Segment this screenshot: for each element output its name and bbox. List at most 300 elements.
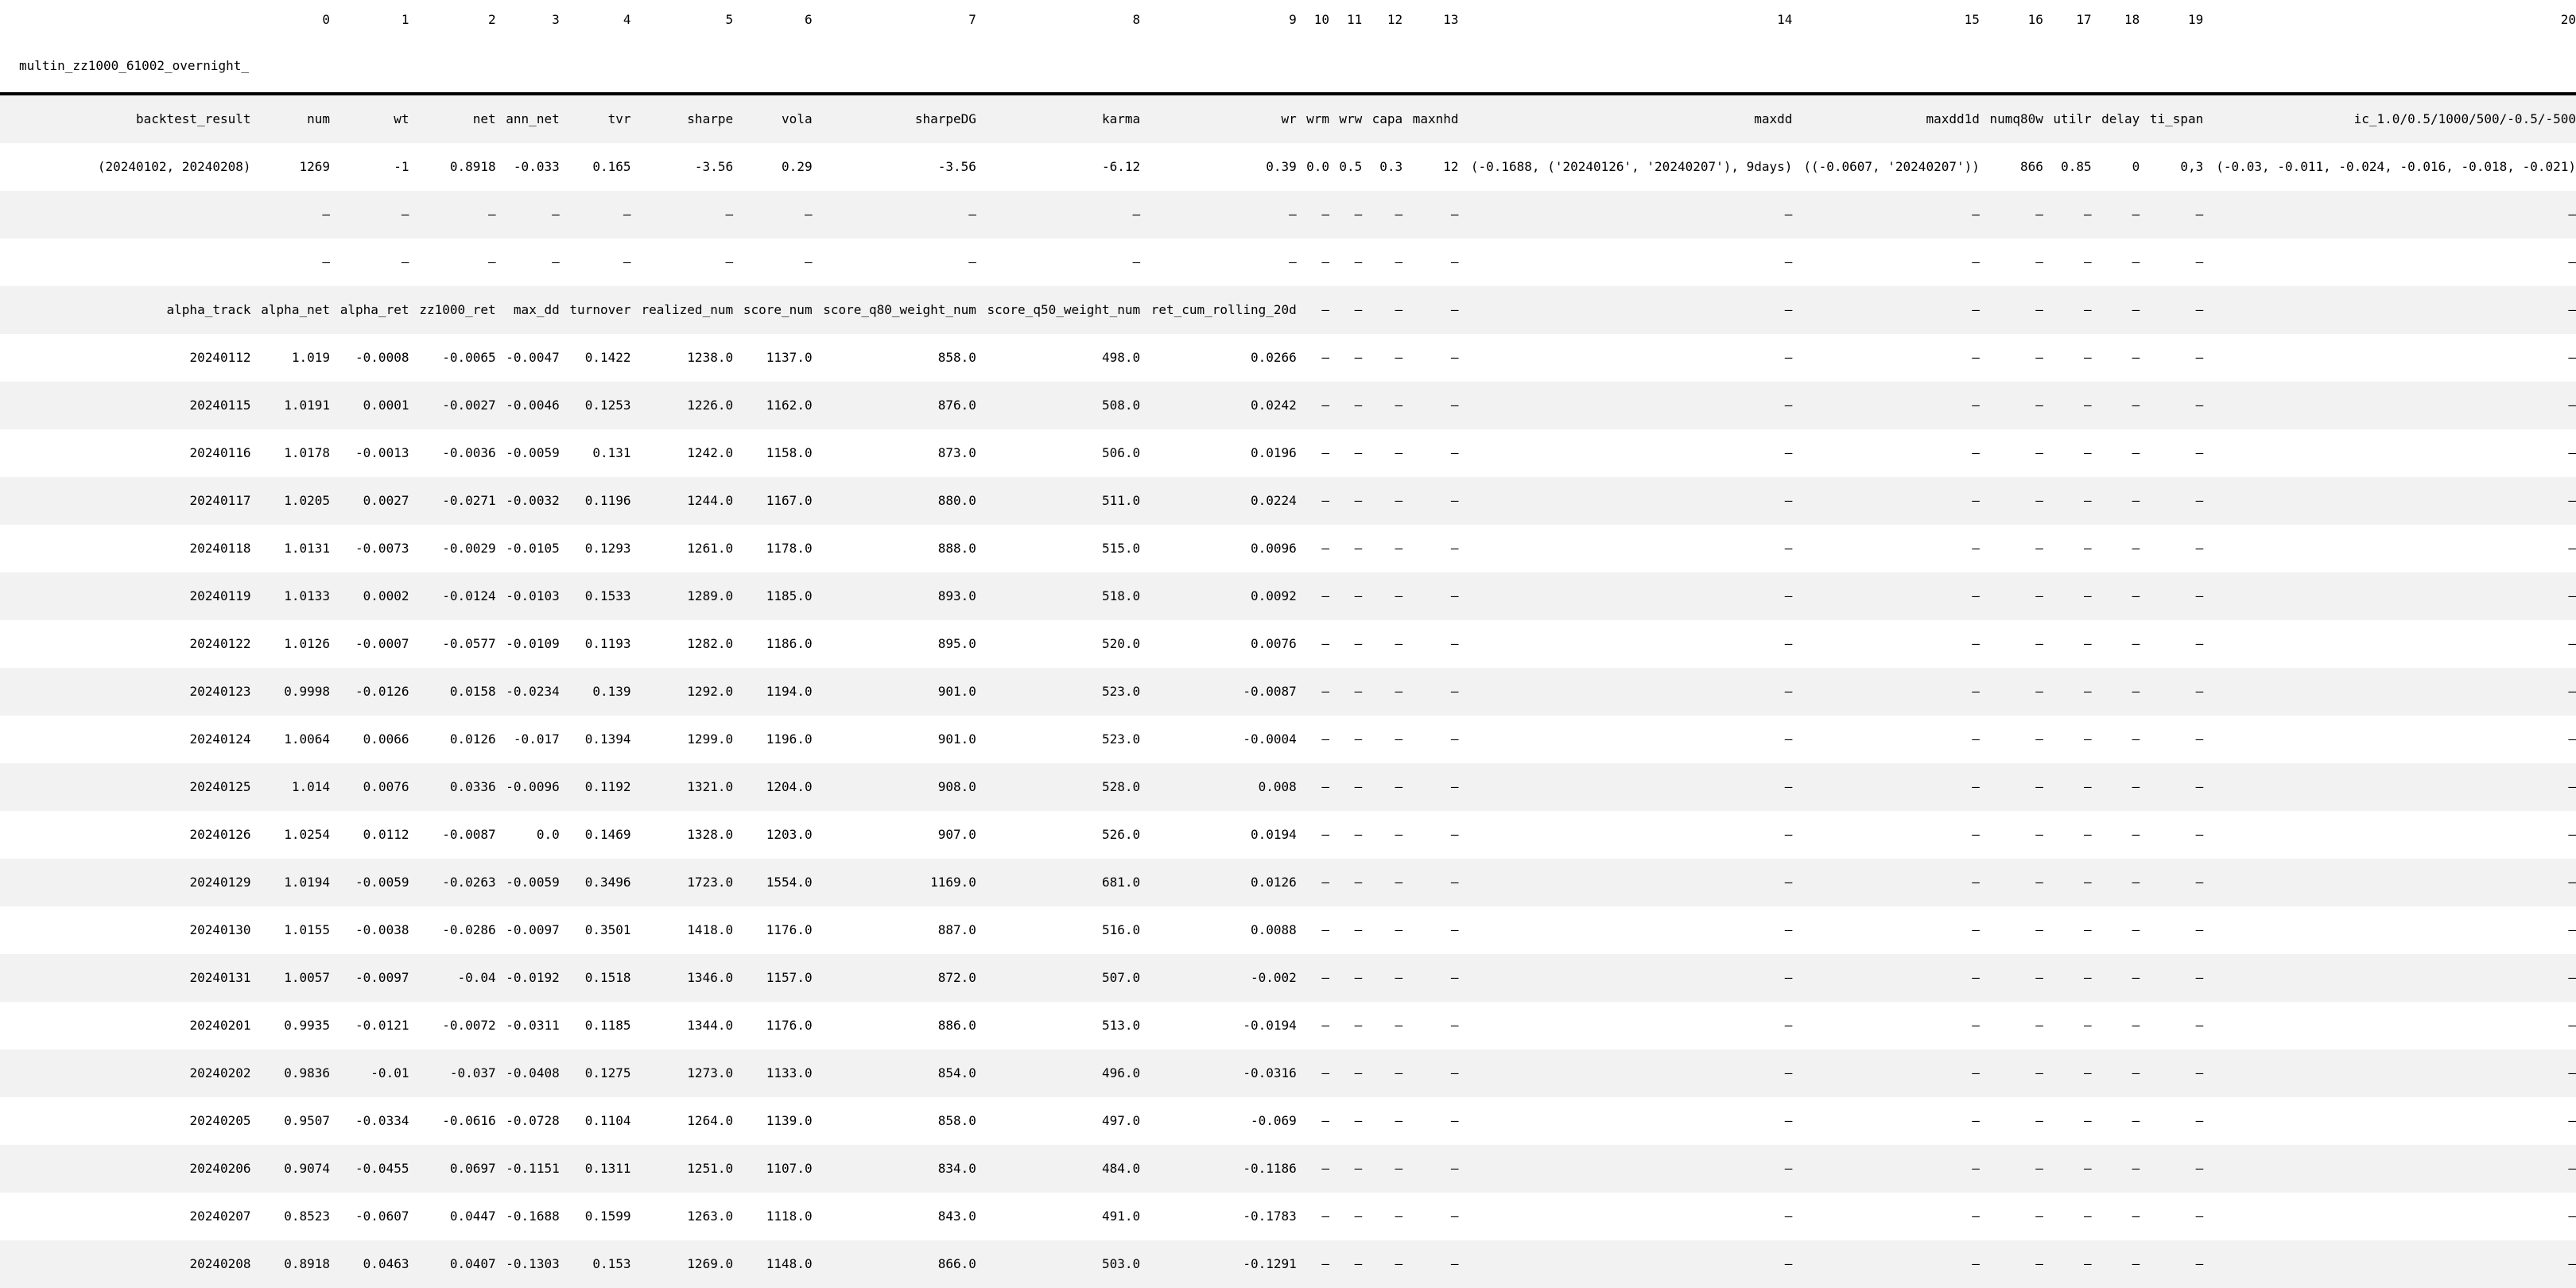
value-cell: 1.0064 [284,731,330,747]
value-cell: — [2568,636,2576,651]
row-index-cell: 20240131 [0,954,251,1002]
value-cell: — [2203,1049,2576,1097]
table-row [0,477,2576,525]
value-cell: — [1980,859,2043,906]
value-cell: -0.017 [513,731,560,747]
value-cell: 1137.0 [766,350,813,365]
table-row [0,668,2576,716]
index-name-row-filler [251,40,2576,94]
value-cell: — [1354,731,1363,747]
value-cell: — [1395,1208,1403,1224]
value-cell: -0.0073 [355,541,409,556]
value-cell: -0.1303 [496,1240,560,1288]
value-cell: — [1784,1018,1793,1033]
index-name-label: multin_zz1000_61002_overnight_ [0,40,251,94]
table-row [0,906,2576,954]
value-cell: 1157.0 [733,954,812,1002]
value-cell: — [2140,1240,2203,1288]
value-cell: — [1132,254,1141,270]
value-cell: -0.033 [513,159,560,174]
row-index-cell: 20240123 [0,668,251,716]
value-cell: 1261.0 [687,541,734,556]
value-cell: — [1354,1113,1363,1128]
value-cell: — [1297,286,1329,334]
row-index-cell: (20240102, 20240208) [97,159,251,174]
value-cell: — [1329,1240,1362,1288]
value-cell: — [1459,477,1793,525]
value-cell: 516.0 [1102,922,1141,937]
value-cell: — [2140,477,2203,525]
value-cell: -0.0059 [506,445,560,460]
value-cell: -0.0065 [442,350,496,365]
value-cell: — [1980,477,2043,525]
value-cell: — [1329,286,1362,334]
value-cell: — [1297,1049,1329,1097]
value-cell: 0.0092 [1140,572,1297,620]
value-cell: -0.0263 [409,859,495,906]
column-number-row [0,0,2576,40]
value-cell: 1.0194 [251,859,330,906]
value-cell: 0.8918 [449,159,496,174]
value-cell: 1.019 [291,350,330,365]
value-cell: -0.0121 [355,1018,409,1033]
value-cell: -0.0103 [496,572,560,620]
value-cell: wrw [1329,94,1362,143]
value-cell: — [1140,191,1297,239]
value-cell: — [2140,382,2203,429]
value-cell: utilr [2043,94,2092,143]
value-cell: — [2092,191,2140,239]
value-cell: — [2140,1145,2203,1193]
value-cell: 0.1422 [584,350,631,365]
value-cell: -0.0032 [496,477,560,525]
value-cell: — [1792,668,1979,716]
value-cell: — [2043,1049,2092,1097]
value-cell: — [1362,477,1402,525]
value-cell: — [2203,1240,2576,1288]
value-cell: — [1792,954,1979,1002]
value-cell: 1107.0 [733,1145,812,1193]
value-cell: — [1321,1018,1329,1033]
value-cell: — [1402,1049,1458,1097]
value-cell: — [2195,541,2204,556]
row-index-cell: 20240116 [189,445,251,460]
value-cell: — [2043,859,2092,906]
value-cell: — [1450,1208,1459,1224]
value-cell: 1167.0 [733,477,812,525]
value-cell: 1346.0 [630,954,733,1002]
value-cell: — [1289,254,1297,270]
value-cell: 1.0205 [251,477,330,525]
value-cell: — [2035,1113,2043,1128]
value-cell: — [1329,1145,1362,1193]
value-cell: — [1792,191,1979,239]
value-cell: 0.165 [592,159,631,174]
value-cell: 0.0126 [449,731,496,747]
value-cell: 908.0 [813,763,976,811]
value-cell: -0.01 [330,1049,409,1097]
value-cell: 858.0 [937,350,976,365]
value-cell: — [2083,731,2092,747]
value-cell: 0.0447 [449,1208,496,1224]
value-cell: 0.0027 [330,477,409,525]
value-cell: -0.0004 [1243,731,1297,747]
value-cell: 1.0155 [284,922,330,937]
value-cell: — [2035,254,2043,270]
row-index-cell: 20240208 [0,1240,251,1288]
value-cell: 484.0 [976,1145,1140,1193]
value-cell: 1139.0 [766,1113,813,1128]
value-cell: — [1354,350,1363,365]
value-cell: 0.1253 [560,382,631,429]
value-cell: — [1450,1018,1459,1033]
value-cell: — [2092,477,2140,525]
value-cell: — [1402,191,1458,239]
value-cell: — [2083,445,2092,460]
value-cell: 0.153 [560,1240,631,1288]
value-cell: — [1459,191,1793,239]
table-row [0,1145,2576,1193]
value-cell: 0.0112 [363,827,409,842]
value-cell: — [1980,1145,2043,1193]
value-cell: — [1362,382,1402,429]
value-cell: — [2140,668,2203,716]
value-cell: — [1972,731,1980,747]
value-cell: — [813,191,976,239]
value-cell: — [2035,731,2043,747]
value-cell: delay [2092,94,2140,143]
value-cell: — [1459,1240,1793,1288]
value-cell: — [2195,1018,2204,1033]
row-index-cell: 20240124 [189,731,251,747]
value-cell: -0.0577 [442,636,496,651]
value-cell: 866.0 [813,1240,976,1288]
value-cell: 1273.0 [630,1049,733,1097]
value-cell: — [1972,445,1980,460]
value-cell: — [1395,254,1403,270]
value-cell: — [1329,477,1362,525]
value-cell: -0.0059 [330,859,409,906]
value-cell: — [1395,636,1403,651]
value-cell: 0.131 [592,445,631,460]
value-cell: — [1297,477,1329,525]
value-cell: 1.0133 [251,572,330,620]
value-cell: 0.1275 [560,1049,631,1097]
value-cell: — [1297,763,1329,811]
value-cell: — [1329,1049,1362,1097]
value-cell: 528.0 [976,763,1140,811]
table-row [0,382,2576,429]
value-cell: 0.9507 [284,1113,330,1128]
value-cell: — [1354,922,1363,937]
row-index-cell: 20240129 [0,859,251,906]
value-cell: — [1980,1240,2043,1288]
value-cell: 0.0076 [330,763,409,811]
value-cell: — [2203,572,2576,620]
table-row [0,811,2576,859]
value-cell: wt [330,94,409,143]
value-cell: 0.5 [1339,159,1363,174]
value-cell: 0.9074 [251,1145,330,1193]
value-cell: — [1395,445,1403,460]
value-cell: 518.0 [976,572,1140,620]
value-cell: — [1362,859,1402,906]
table-row [0,763,2576,811]
value-cell: -0.0096 [496,763,560,811]
value-cell: -0.0286 [442,922,496,937]
value-cell: 0.0076 [1250,636,1297,651]
table-row [0,525,2576,572]
value-cell: (-0.1688, ('20240126', '20240207'), 9days) [1470,159,1793,174]
value-cell: -0.0408 [496,1049,560,1097]
column-number-label: 7 [968,12,976,27]
column-number-label: 0 [322,12,330,27]
value-cell: — [2132,636,2140,651]
value-cell: — [1321,731,1329,747]
value-cell: maxnhd [1402,94,1458,143]
value-cell: 0.0 [1306,159,1329,174]
value-cell: — [2195,350,2204,365]
value-cell: — [1329,763,1362,811]
value-cell: — [1402,668,1458,716]
column-number-label: 3 [552,12,560,27]
value-cell: -0.0311 [506,1018,560,1033]
row-index-cell: 20240115 [0,382,251,429]
value-cell: — [1980,382,2043,429]
value-cell: 858.0 [937,1113,976,1128]
row-index-cell: 20240202 [0,1049,251,1097]
value-cell: -0.0047 [506,350,560,365]
value-cell: — [2043,477,2092,525]
value-cell: — [804,254,813,270]
value-cell: — [2140,572,2203,620]
value-cell: — [1459,286,1793,334]
value-cell: -0.1291 [1140,1240,1297,1288]
value-cell: 0.39 [1266,159,1297,174]
value-cell: 0.0336 [409,763,495,811]
value-cell: 1.0131 [284,541,330,556]
value-cell: 1263.0 [687,1208,734,1224]
row-index-cell: 20240130 [189,922,251,937]
value-cell: — [1792,382,1979,429]
value-cell: -0.0192 [496,954,560,1002]
value-cell: — [2035,541,2043,556]
value-cell: 0.1185 [584,1018,631,1033]
value-cell: -0.0013 [355,445,409,460]
value-cell: — [1362,286,1402,334]
value-cell: — [1784,541,1793,556]
value-cell: — [1980,954,2043,1002]
value-cell: — [1784,636,1793,651]
value-cell: -0.0097 [330,954,409,1002]
value-cell: — [2203,191,2576,239]
value-cell: maxdd [1459,94,1793,143]
value-cell: — [2092,859,2140,906]
column-number-label: 13 [1443,12,1459,27]
value-cell: 523.0 [976,668,1140,716]
value-cell: 0.1293 [584,541,631,556]
value-cell: 1.0191 [251,382,330,429]
value-cell: 901.0 [937,731,976,747]
value-cell: 0.1311 [560,1145,631,1193]
value-cell: -0.04 [409,954,495,1002]
value-cell: — [1784,445,1793,460]
value-cell: — [2083,1113,2092,1128]
value-cell: alpha_net [251,286,330,334]
value-cell: — [1329,572,1362,620]
value-cell: — [1792,1240,1979,1288]
column-number-label: 1 [401,12,409,27]
table-row [0,954,2576,1002]
value-cell: 1238.0 [687,350,734,365]
table-row [0,143,2576,191]
value-cell: — [2568,541,2576,556]
value-cell: — [1450,827,1459,842]
value-cell: — [2203,382,2576,429]
value-cell: — [2083,1018,2092,1033]
value-cell: — [552,254,560,270]
value-cell: 0.0096 [1250,541,1297,556]
value-cell: score_q50_weight_num [976,286,1140,334]
value-cell: 12 [1443,159,1459,174]
value-cell: — [1450,1113,1459,1128]
value-cell: — [968,254,976,270]
value-cell: 1.0254 [284,827,330,842]
value-cell: — [2092,763,2140,811]
value-cell: 854.0 [813,1049,976,1097]
row-index-cell: 20240122 [189,636,251,651]
value-cell: 1264.0 [687,1113,734,1128]
value-cell: -0.0109 [506,636,560,651]
value-cell: — [2203,477,2576,525]
value-cell: — [2092,954,2140,1002]
value-cell: — [1450,636,1459,651]
value-cell: -0.0616 [442,1113,496,1128]
value-cell: — [401,254,409,270]
value-cell: -0.0087 [442,827,496,842]
value-cell: realized_num [630,286,733,334]
value-cell: -0.0029 [442,541,496,556]
value-cell: — [2132,922,2140,937]
value-cell: 0.0002 [330,572,409,620]
value-cell: 0.3501 [584,922,631,937]
value-cell: — [1395,1113,1403,1128]
value-cell: — [1362,954,1402,1002]
value-cell: — [1321,827,1329,842]
value-cell: — [2083,636,2092,651]
value-cell: — [1459,763,1793,811]
value-cell: 526.0 [1102,827,1141,842]
value-cell: — [2132,254,2140,270]
value-cell: -0.0059 [496,859,560,906]
value-cell: 0.0224 [1140,477,1297,525]
value-cell: — [2035,922,2043,937]
value-cell: -0.0316 [1140,1049,1297,1097]
value-cell: -0.069 [1250,1113,1297,1128]
value-cell: — [1362,191,1402,239]
value-cell: 1269.0 [630,1240,733,1288]
value-cell: — [1395,922,1403,937]
value-cell: — [623,254,631,270]
value-cell: num [251,94,330,143]
table-row [0,239,2576,286]
value-cell: -0.0234 [496,668,560,716]
value-cell: wr [1140,94,1297,143]
value-cell: 0.29 [782,159,813,174]
value-cell: — [1459,859,1793,906]
value-cell: — [496,191,560,239]
table-row [0,191,2576,239]
table-row [0,1002,2576,1049]
value-cell: -0.0038 [355,922,409,937]
value-cell: — [1980,763,2043,811]
value-cell: turnover [560,286,631,334]
value-cell: — [1362,572,1402,620]
value-cell: 520.0 [1102,636,1141,651]
value-cell: — [2092,382,2140,429]
value-cell: — [1450,254,1459,270]
value-cell: — [1792,763,1979,811]
value-cell: -0.0728 [506,1113,560,1128]
value-cell: 681.0 [976,859,1140,906]
value-cell: 513.0 [1102,1018,1141,1033]
value-cell: -0.1688 [506,1208,560,1224]
value-cell: 1133.0 [733,1049,812,1097]
value-cell: — [1329,859,1362,906]
value-cell: 515.0 [1102,541,1141,556]
value-cell: — [1329,668,1362,716]
value-cell: — [1354,541,1363,556]
value-cell: — [2203,286,2576,334]
value-cell: — [1972,1018,1980,1033]
column-number-label: 9 [1289,12,1297,27]
column-number-label: 11 [1346,12,1363,27]
value-cell: -1 [394,159,409,174]
value-cell: — [2568,731,2576,747]
value-cell: 1554.0 [733,859,812,906]
value-cell: 1723.0 [630,859,733,906]
value-cell: 1.0057 [251,954,330,1002]
table-row [0,429,2576,477]
value-cell: 1289.0 [630,572,733,620]
value-cell: ti_span [2140,94,2203,143]
value-cell: 0.0158 [409,668,495,716]
value-cell: — [725,254,734,270]
value-cell: 1244.0 [630,477,733,525]
value-cell: 0.1193 [584,636,631,651]
value-cell: -0.0105 [506,541,560,556]
value-cell: — [1784,1113,1793,1128]
value-cell: — [1972,636,1980,651]
value-cell: — [1362,763,1402,811]
value-cell: — [1459,1049,1793,1097]
table-row [0,1193,2576,1240]
value-cell: 873.0 [937,445,976,460]
index-column-header [0,0,251,40]
value-cell: 1176.0 [766,1018,813,1033]
value-cell: 1204.0 [733,763,812,811]
value-cell: -0.0087 [1140,668,1297,716]
value-cell: — [2132,1018,2140,1033]
value-cell: 506.0 [1102,445,1141,460]
value-cell: — [1402,286,1458,334]
value-cell: 0.0697 [409,1145,495,1193]
value-cell: — [1784,350,1793,365]
value-cell: 834.0 [813,1145,976,1193]
value-cell: 1344.0 [687,1018,734,1033]
value-cell: — [1297,382,1329,429]
value-cell: — [1792,572,1979,620]
